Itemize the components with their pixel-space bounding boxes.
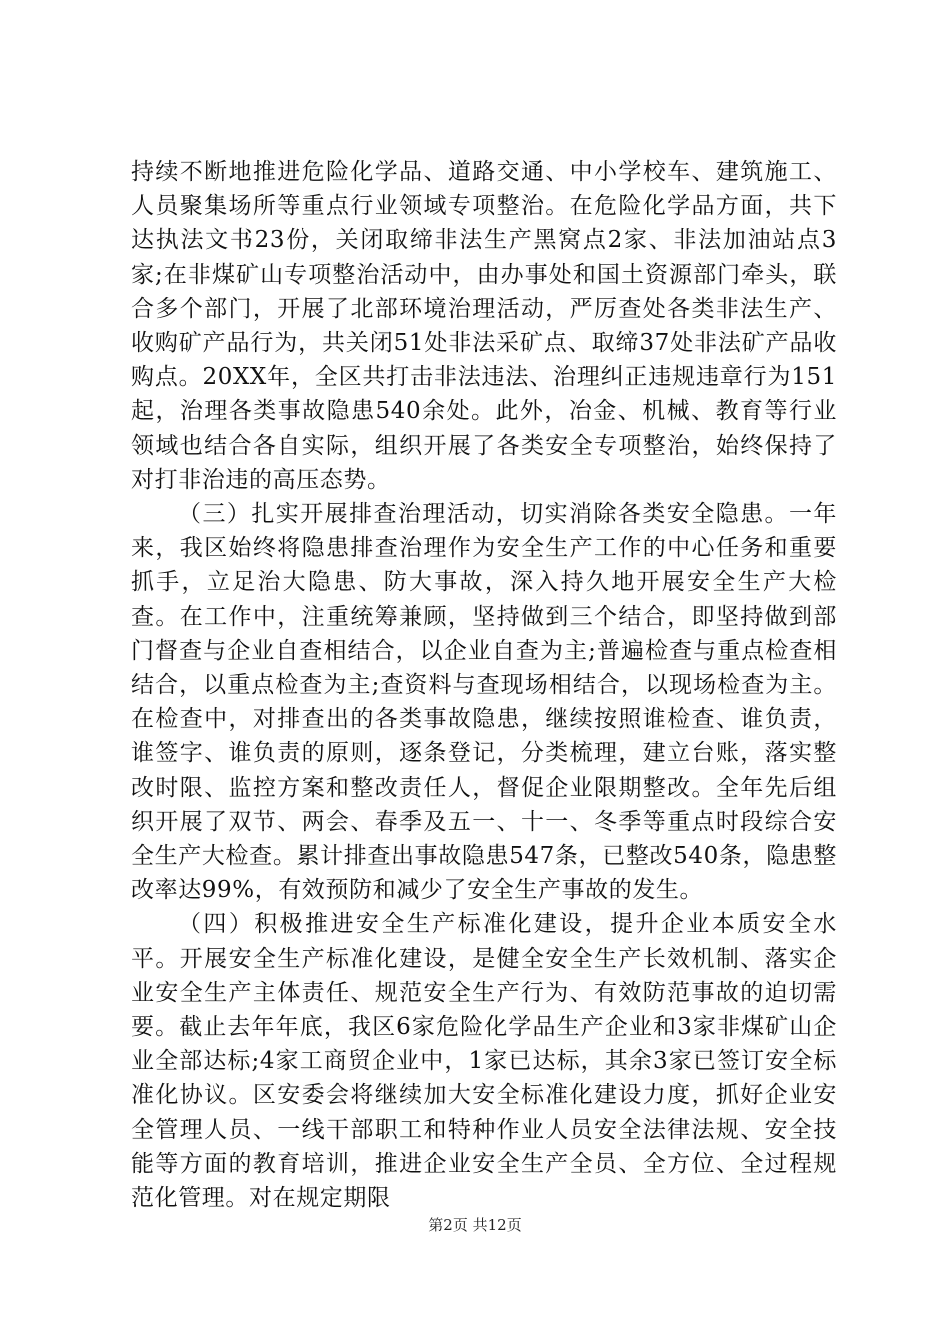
document-body [131, 155, 837, 1215]
page-footer: 第2页 共12页 [428, 1216, 522, 1234]
paragraph-section-three: （三）扎实开展排查治理活动，切实消除各类安全隐患。一年来，我区始终将隐患排查治理作为安全生产工作的中心任务和重要抓手，立足治大隐患、防大事故，深入持久地开展安全生产大检查。在工作中，注重统筹兼顾，坚持做到三个结合，即坚持做到部门督查与企业自查相结合，以企业自查为主;普遍检查与重点检查相结合，以重点检查为主;查资料与查现场相结合，以现场检查为主。在检查中，对排查出的各类事故隐患，继续按照谁检查、谁负责，谁签字、谁负责的原则，逐条登记，分类梳理，建立台账，落实整改时限、监控方案和整改责任人，督促企业限期整改。全年先后组织开展了双节、两会、春季及五一、十一、冬季等重点时段综合安全生产大检查。累计排查出事故隐患547条，已整改540条，隐患整改率达99%，有效预防和减少了安全生产事故的发生。 [131, 501, 837, 904]
paragraph-continuation: 持续不断地推进危险化学品、道路交通、中小学校车、建筑施工、人员聚集场所等重点行业领域专项整治。在危险化学品方面，共下达执法文书23份，关闭取缔非法生产黑窝点2家、非法加油站点3家;在非煤矿山专项整治活动中，由办事处和国土资源部门牵头，联合多个部门，开展了北部环境治理活动，严厉查处各类非法生产、收购矿产品行为，共关闭51处非法采矿点、取缔37处非法矿产品收购点。20XX年，全区共打击非法违法、治理纠正违规违章行为151起，治理各类事故隐患540余处。此外，冶金、机械、教育等行业领域也结合各自实际，组织开展了各类安全专项整治，始终保持了对打非治违的高压态势。 [131, 159, 837, 493]
paragraph-section-four: （四）积极推进安全生产标准化建设，提升企业本质安全水平。开展安全生产标准化建设，是健全安全生产长效机制、落实企业安全生产主体责任、规范安全生产行为、有效防范事故的迫切需要。截止去年年底，我区6家危险化学品生产企业和3家非煤矿山企业全部达标;4家工商贸企业中，1家已达标，其余3家已签订安全标准化协议。区安委会将继续加大安全标准化建设力度，抓好企业安全管理人员、一线干部职工和特种作业人员安全法律法规、安全技能等方面的教育培训，推进企业安全生产全员、全方位、全过程规范化管理。对在规定期限 [131, 911, 837, 1212]
